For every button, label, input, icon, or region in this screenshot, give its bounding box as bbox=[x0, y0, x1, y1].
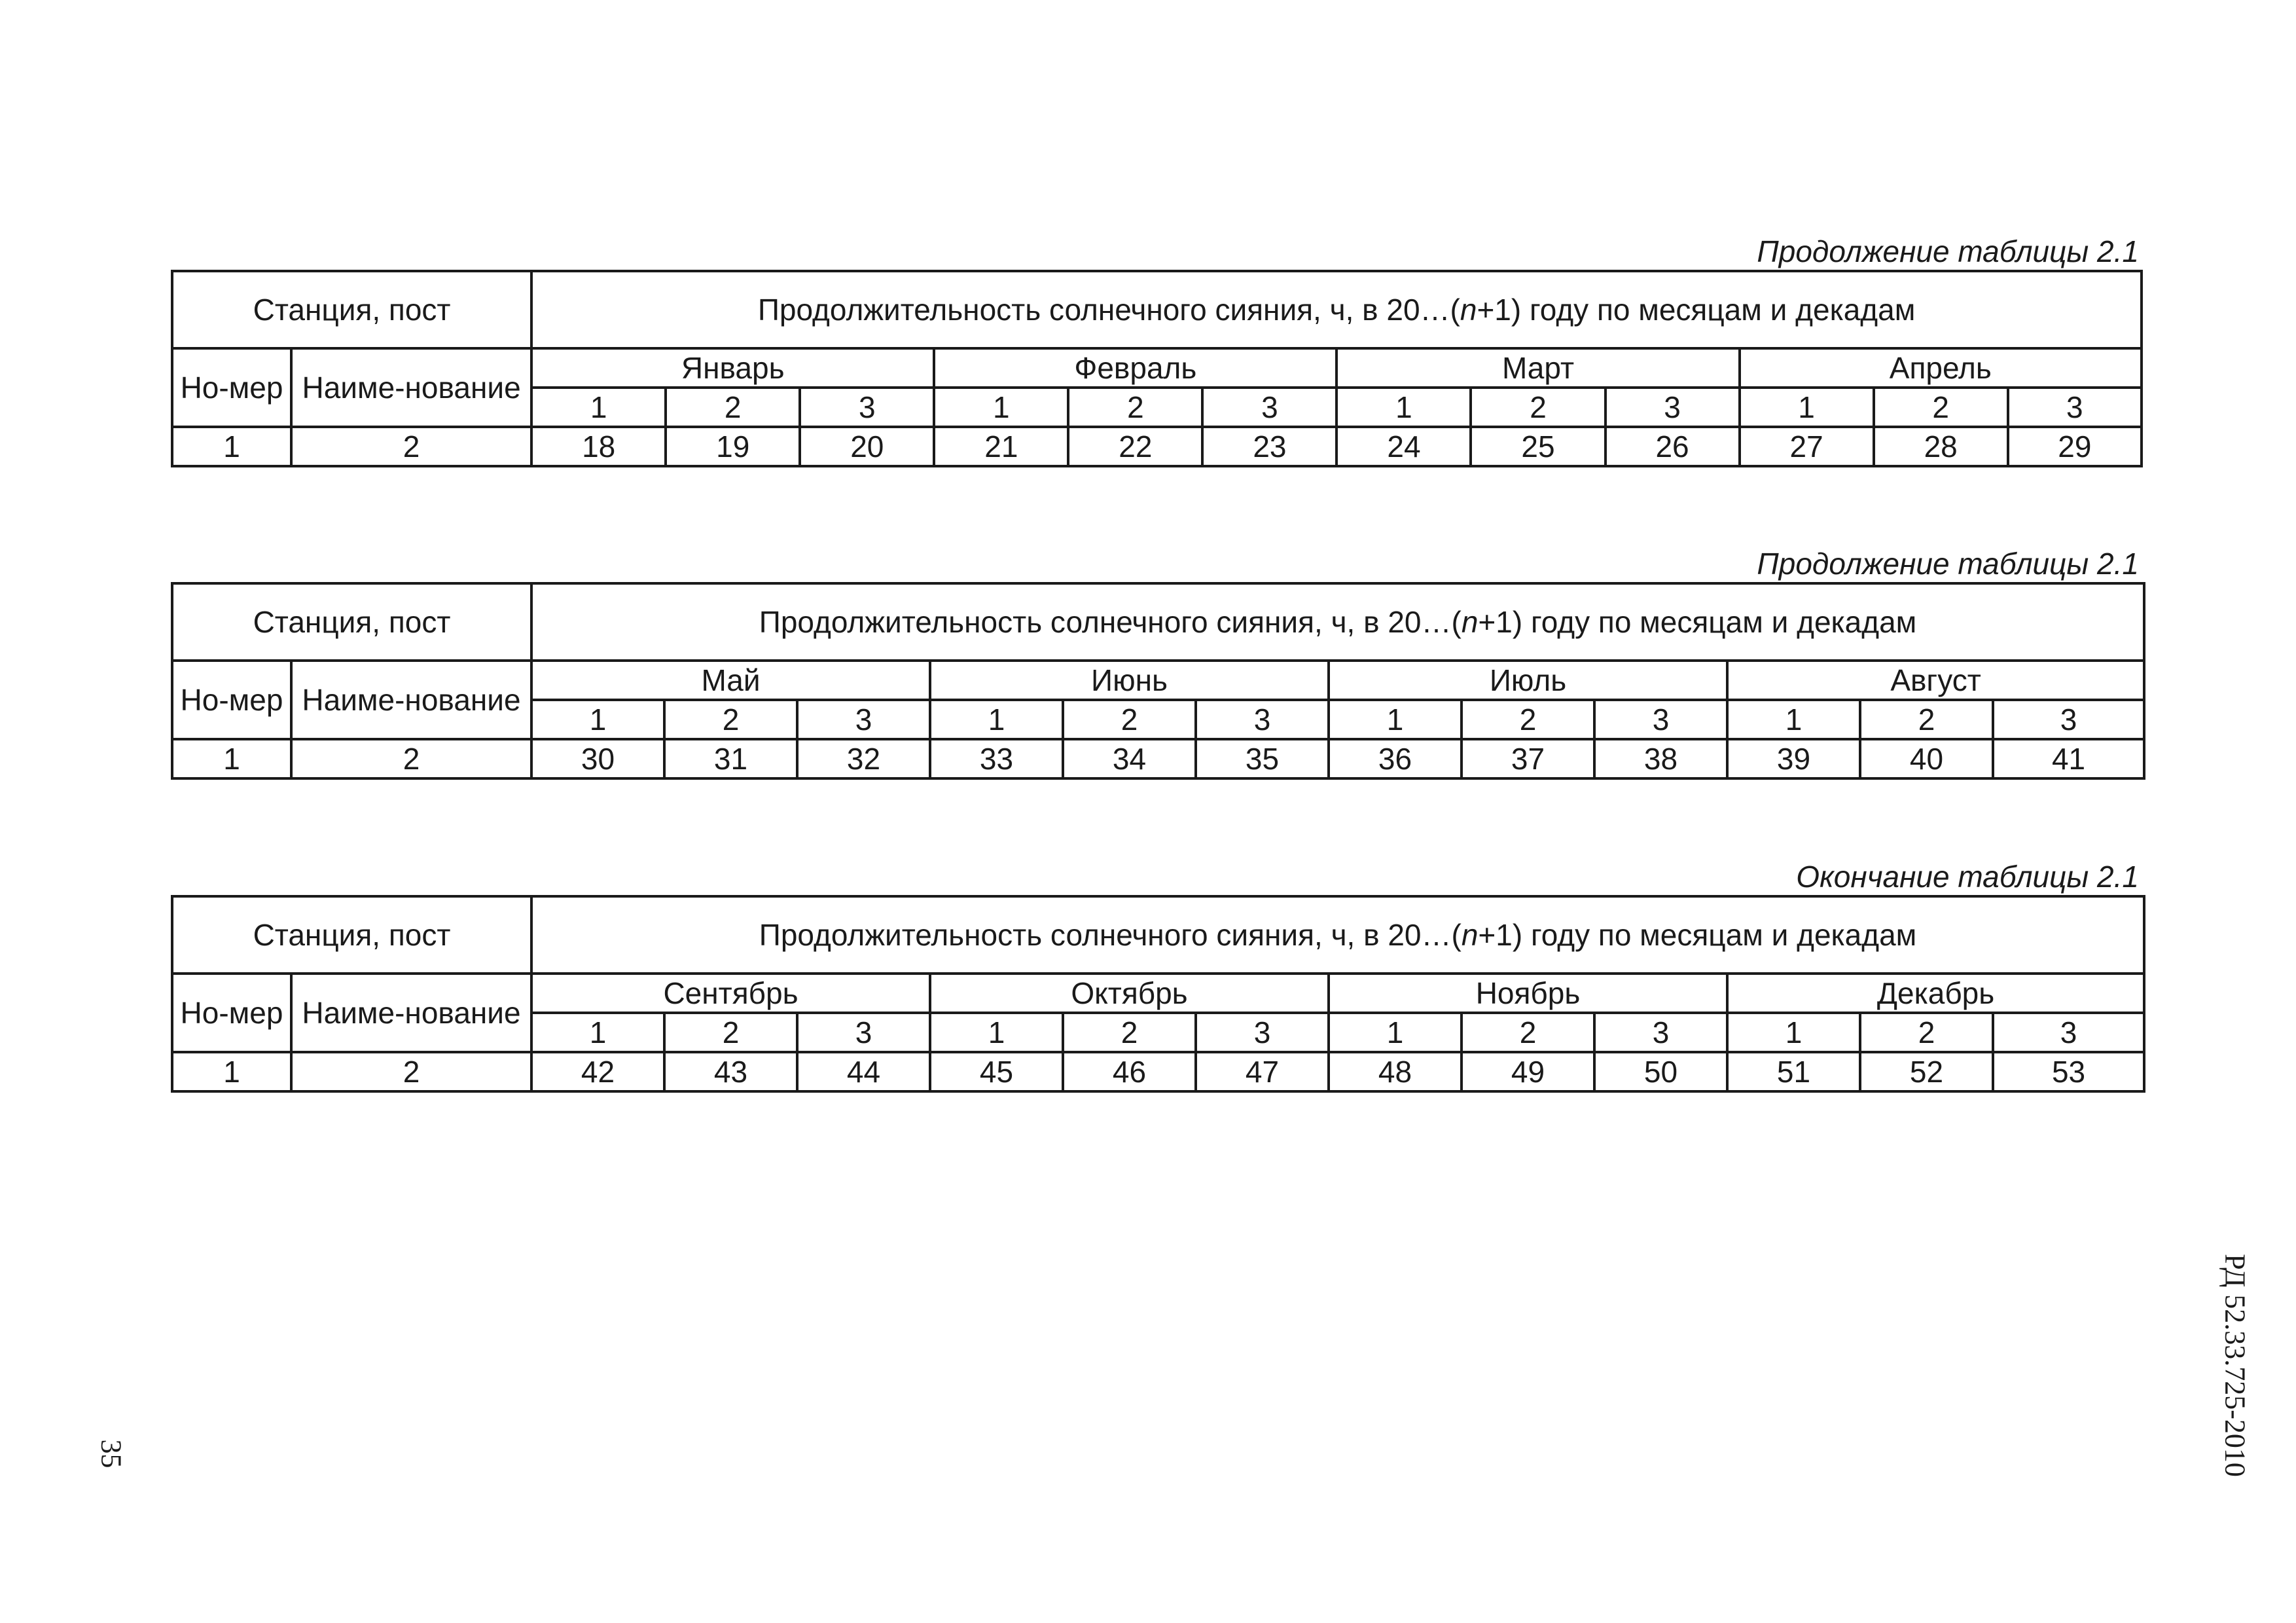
column-number-cell: 27 bbox=[1740, 427, 1874, 466]
decade-header: 1 bbox=[1727, 1013, 1860, 1052]
month-header: Апрель bbox=[1740, 348, 2142, 388]
column-number-cell: 29 bbox=[2008, 427, 2142, 466]
sunshine-table-may-aug bbox=[171, 582, 2145, 780]
decade-header: 2 bbox=[1860, 1013, 1993, 1052]
decade-header: 3 bbox=[1605, 388, 1740, 427]
month-header: Октябрь bbox=[930, 974, 1329, 1013]
column-number-cell: 52 bbox=[1860, 1052, 1993, 1091]
column-number-cell: 18 bbox=[531, 427, 666, 466]
decade-header: 3 bbox=[1196, 1013, 1329, 1052]
decade-header: 2 bbox=[1462, 1013, 1594, 1052]
column-number-cell: 50 bbox=[1594, 1052, 1727, 1091]
decade-header: 1 bbox=[1329, 1013, 1462, 1052]
column-number-cell: 47 bbox=[1196, 1052, 1329, 1091]
column-number-cell: 45 bbox=[930, 1052, 1063, 1091]
column-number-cell: 22 bbox=[1068, 427, 1202, 466]
decade-header: 3 bbox=[1196, 700, 1329, 739]
month-header: Февраль bbox=[934, 348, 1336, 388]
month-header: Сентябрь bbox=[531, 974, 930, 1013]
station-name-header: Наиме-нование bbox=[291, 661, 531, 739]
month-header: Июль bbox=[1329, 661, 1727, 700]
decade-header: 1 bbox=[934, 388, 1068, 427]
station-number-header: Но-мер bbox=[172, 661, 291, 739]
column-number-cell: 2 bbox=[291, 427, 531, 466]
decade-header: 3 bbox=[1594, 700, 1727, 739]
sunshine-table-sep-dec bbox=[171, 895, 2145, 1093]
station-header: Станция, пост bbox=[172, 896, 531, 974]
decade-header: 3 bbox=[1594, 1013, 1727, 1052]
column-number-cell: 41 bbox=[1993, 739, 2144, 778]
decade-header: 1 bbox=[531, 388, 666, 427]
column-number-cell: 44 bbox=[797, 1052, 930, 1091]
decade-header: 3 bbox=[800, 388, 934, 427]
decade-header: 2 bbox=[664, 1013, 797, 1052]
column-number-cell: 2 bbox=[291, 739, 531, 778]
decade-header: 1 bbox=[1740, 388, 1874, 427]
document-code: РД 52.33.725-2010 bbox=[2219, 1254, 2251, 1477]
decade-header: 2 bbox=[1063, 1013, 1196, 1052]
decade-header: 1 bbox=[531, 700, 664, 739]
month-header: Август bbox=[1727, 661, 2144, 700]
column-number-cell: 26 bbox=[1605, 427, 1740, 466]
column-number-cell: 43 bbox=[664, 1052, 797, 1091]
column-number-cell: 53 bbox=[1993, 1052, 2144, 1091]
column-number-cell: 19 bbox=[666, 427, 800, 466]
decade-header: 2 bbox=[1471, 388, 1605, 427]
column-number-cell: 38 bbox=[1594, 739, 1727, 778]
decade-header: 2 bbox=[1068, 388, 1202, 427]
column-number-cell: 42 bbox=[531, 1052, 664, 1091]
station-header: Станция, пост bbox=[172, 583, 531, 661]
table-caption: Продолжение таблицы 2.1 bbox=[1757, 234, 2139, 268]
decade-header: 1 bbox=[531, 1013, 664, 1052]
month-header: Март bbox=[1336, 348, 1739, 388]
decade-header: 1 bbox=[1336, 388, 1471, 427]
column-number-cell: 1 bbox=[172, 739, 291, 778]
station-number-header: Но-мер bbox=[172, 974, 291, 1052]
main-header: Продолжительность солнечного сияния, ч, в 20…(n+1) году по месяцам и декадам bbox=[531, 583, 2144, 661]
column-number-cell: 35 bbox=[1196, 739, 1329, 778]
decade-header: 1 bbox=[1329, 700, 1462, 739]
column-number-cell: 51 bbox=[1727, 1052, 1860, 1091]
main-header: Продолжительность солнечного сияния, ч, в 20…(n+1) году по месяцам и декадам bbox=[531, 271, 2142, 348]
column-number-cell: 25 bbox=[1471, 427, 1605, 466]
column-number-row bbox=[172, 427, 2142, 466]
column-number-cell: 2 bbox=[291, 1052, 531, 1091]
decade-header: 1 bbox=[930, 700, 1063, 739]
month-header: Январь bbox=[531, 348, 934, 388]
column-number-cell: 1 bbox=[172, 1052, 291, 1091]
column-number-cell: 39 bbox=[1727, 739, 1860, 778]
month-header: Ноябрь bbox=[1329, 974, 1727, 1013]
column-number-cell: 40 bbox=[1860, 739, 1993, 778]
page-number: 35 bbox=[95, 1439, 128, 1468]
decade-header: 3 bbox=[797, 1013, 930, 1052]
sunshine-table-jan-apr bbox=[171, 270, 2143, 467]
station-name-header: Наиме-нование bbox=[291, 974, 531, 1052]
column-number-cell: 1 bbox=[172, 427, 291, 466]
column-number-cell: 24 bbox=[1336, 427, 1471, 466]
column-number-cell: 23 bbox=[1202, 427, 1336, 466]
decade-header: 1 bbox=[930, 1013, 1063, 1052]
decade-header: 3 bbox=[797, 700, 930, 739]
station-name-header: Наиме-нование bbox=[291, 348, 531, 427]
decade-header: 2 bbox=[664, 700, 797, 739]
month-header: Декабрь bbox=[1727, 974, 2144, 1013]
column-number-cell: 32 bbox=[797, 739, 930, 778]
column-number-cell: 31 bbox=[664, 739, 797, 778]
decade-header: 2 bbox=[1874, 388, 2008, 427]
month-header: Июнь bbox=[930, 661, 1329, 700]
column-number-cell: 48 bbox=[1329, 1052, 1462, 1091]
column-number-cell: 49 bbox=[1462, 1052, 1594, 1091]
decade-header: 3 bbox=[1202, 388, 1336, 427]
column-number-cell: 21 bbox=[934, 427, 1068, 466]
column-number-cell: 36 bbox=[1329, 739, 1462, 778]
decade-header: 2 bbox=[1462, 700, 1594, 739]
main-header: Продолжительность солнечного сияния, ч, в 20…(n+1) году по месяцам и декадам bbox=[531, 896, 2144, 974]
decade-header: 3 bbox=[1993, 700, 2144, 739]
column-number-cell: 33 bbox=[930, 739, 1063, 778]
column-number-cell: 30 bbox=[531, 739, 664, 778]
decade-header: 3 bbox=[2008, 388, 2142, 427]
decade-header: 3 bbox=[1993, 1013, 2144, 1052]
month-header: Май bbox=[531, 661, 930, 700]
column-number-row bbox=[172, 739, 2144, 778]
column-number-cell: 20 bbox=[800, 427, 934, 466]
decade-header: 2 bbox=[1860, 700, 1993, 739]
decade-header: 2 bbox=[666, 388, 800, 427]
column-number-cell: 37 bbox=[1462, 739, 1594, 778]
column-number-row bbox=[172, 1052, 2144, 1091]
column-number-cell: 34 bbox=[1063, 739, 1196, 778]
station-number-header: Но-мер bbox=[172, 348, 291, 427]
decade-header: 1 bbox=[1727, 700, 1860, 739]
column-number-cell: 28 bbox=[1874, 427, 2008, 466]
table-caption: Продолжение таблицы 2.1 bbox=[1757, 547, 2139, 581]
column-number-cell: 46 bbox=[1063, 1052, 1196, 1091]
table-caption: Окончание таблицы 2.1 bbox=[1796, 860, 2139, 894]
decade-header: 2 bbox=[1063, 700, 1196, 739]
station-header: Станция, пост bbox=[172, 271, 531, 348]
